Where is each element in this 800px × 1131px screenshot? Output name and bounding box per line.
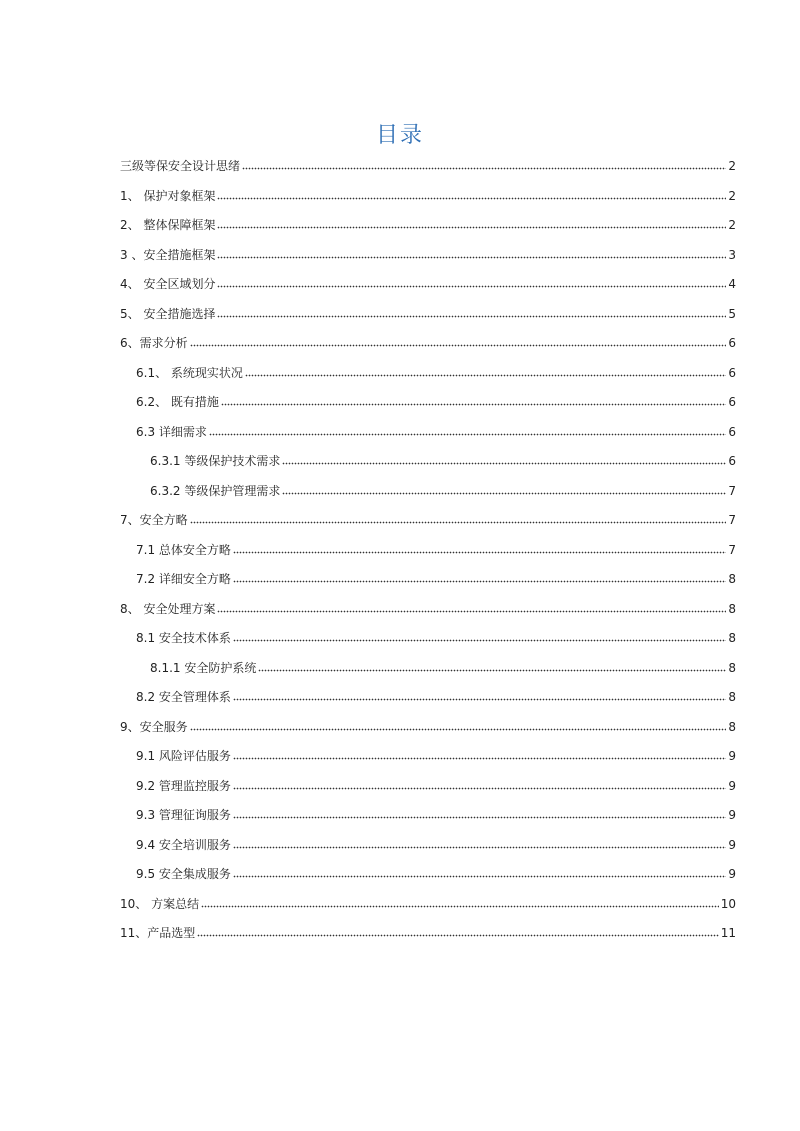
toc-entry-label: 6.1、 系统现实状况 — [136, 366, 243, 380]
dot-leader — [233, 816, 726, 819]
toc-entry[interactable] — [120, 717, 736, 735]
toc-entry-page-number: 6 — [728, 336, 736, 350]
toc-entry[interactable] — [136, 687, 736, 705]
toc-entry-page-number: 9 — [728, 838, 736, 852]
toc-entry-page-number: 8 — [728, 690, 736, 704]
toc-entry-page-number: 7 — [728, 543, 736, 557]
dot-leader — [190, 521, 727, 524]
toc-entry[interactable] — [136, 363, 736, 381]
dot-leader — [217, 197, 726, 200]
toc-entry-label: 三级等保安全设计思绪 — [120, 159, 241, 173]
toc-entry-page-number: 8 — [728, 720, 736, 734]
toc-entry-label: 4、 安全区域划分 — [120, 277, 216, 291]
toc-entry[interactable] — [150, 481, 736, 499]
dot-leader — [217, 285, 726, 288]
dot-leader — [217, 610, 726, 613]
toc-entry-label: 9.3 管理征询服务 — [136, 808, 231, 822]
toc-entry[interactable] — [150, 451, 736, 469]
toc-entry-label: 9.2 管理监控服务 — [136, 779, 231, 793]
toc-entry[interactable] — [136, 422, 736, 440]
toc-entry-page-number: 5 — [728, 307, 736, 321]
toc-entry-page-number: 7 — [728, 513, 736, 527]
toc-entry-page-number: 6 — [728, 425, 736, 439]
dot-leader — [233, 757, 726, 760]
toc-entry[interactable] — [136, 776, 736, 794]
toc-title: 目录 — [375, 123, 424, 148]
toc-entry-label: 9.5 安全集成服务 — [136, 867, 231, 881]
dot-leader — [209, 433, 726, 436]
toc-entry-page-number: 2 — [728, 159, 736, 173]
toc-entry[interactable] — [120, 333, 736, 351]
dot-leader — [233, 551, 726, 554]
toc-entry-label: 9.4 安全培训服务 — [136, 838, 231, 852]
toc-entry-page-number: 9 — [728, 867, 736, 881]
dot-leader — [282, 462, 726, 465]
toc-entry-label: 8、 安全处理方案 — [120, 602, 216, 616]
dot-leader — [242, 167, 726, 170]
dot-leader — [201, 905, 719, 908]
toc-entry-page-number: 9 — [728, 808, 736, 822]
toc-entry-page-number: 3 — [728, 248, 736, 262]
toc-entry[interactable] — [136, 835, 736, 853]
toc-entry-page-number: 8 — [728, 572, 736, 586]
toc-entry-label: 6.3.1 等级保护技术需求 — [150, 454, 281, 468]
toc-entry[interactable] — [136, 392, 736, 410]
toc-entry[interactable] — [136, 864, 736, 882]
toc-entry-page-number: 9 — [728, 749, 736, 763]
dot-leader — [233, 846, 726, 849]
toc-entry[interactable] — [120, 215, 736, 233]
dot-leader — [282, 492, 726, 495]
toc-entry-label: 7.2 详细安全方略 — [136, 572, 231, 586]
toc-entry-label: 6、需求分析 — [120, 336, 188, 350]
toc-entry[interactable] — [136, 628, 736, 646]
toc-entry-label: 8.1.1 安全防护系统 — [150, 661, 257, 675]
toc-entry[interactable] — [120, 599, 736, 617]
toc-entry-label: 9.1 风险评估服务 — [136, 749, 231, 763]
toc-entry-label: 6.3.2 等级保护管理需求 — [150, 484, 281, 498]
toc-entry[interactable] — [136, 805, 736, 823]
toc-entry-label: 1、 保护对象框架 — [120, 189, 216, 203]
toc-entry[interactable] — [136, 569, 736, 587]
toc-entry-label: 8.2 安全管理体系 — [136, 690, 231, 704]
toc-entry-page-number: 2 — [728, 218, 736, 232]
dot-leader — [221, 403, 726, 406]
dot-leader — [197, 934, 718, 937]
toc-entry-label: 3 、安全措施框架 — [120, 248, 216, 262]
toc-entry-label: 7.1 总体安全方略 — [136, 543, 231, 557]
toc-entry-page-number: 6 — [728, 454, 736, 468]
toc-entry-label: 10、 方案总结 — [120, 897, 200, 911]
toc-entry-label: 11、产品选型 — [120, 926, 196, 940]
toc-entry[interactable] — [120, 894, 736, 912]
toc-entry[interactable] — [120, 923, 736, 941]
dot-leader — [190, 728, 727, 731]
toc-entry-page-number: 8 — [728, 602, 736, 616]
toc-entry-page-number: 9 — [728, 779, 736, 793]
toc-entry-page-number: 8 — [728, 631, 736, 645]
toc-entry-label: 7、安全方略 — [120, 513, 188, 527]
toc-entry-page-number: 7 — [728, 484, 736, 498]
dot-leader — [258, 669, 726, 672]
toc-entry[interactable] — [120, 186, 736, 204]
toc-entry-page-number: 10 — [720, 897, 736, 911]
toc-entry[interactable] — [120, 156, 736, 174]
toc-entry-page-number: 4 — [728, 277, 736, 291]
toc-entry-page-number: 6 — [728, 366, 736, 380]
dot-leader — [217, 315, 726, 318]
toc-entry[interactable] — [120, 274, 736, 292]
toc-entry[interactable] — [120, 304, 736, 322]
dot-leader — [245, 374, 726, 377]
dot-leader — [217, 256, 726, 259]
dot-leader — [233, 639, 726, 642]
toc-entry[interactable] — [120, 245, 736, 263]
toc-entry-page-number: 8 — [728, 661, 736, 675]
toc-entry[interactable] — [136, 746, 736, 764]
toc-entry-label: 8.1 安全技术体系 — [136, 631, 231, 645]
toc-entry-page-number: 2 — [728, 189, 736, 203]
dot-leader — [233, 875, 726, 878]
toc-entry-page-number: 11 — [720, 926, 736, 940]
toc-entry-label: 5、 安全措施选择 — [120, 307, 216, 321]
toc-entry[interactable] — [136, 540, 736, 558]
dot-leader — [233, 787, 726, 790]
toc-entry-label: 6.2、 既有措施 — [136, 395, 219, 409]
toc-entry[interactable] — [150, 658, 736, 676]
toc-entry-label: 2、 整体保障框架 — [120, 218, 216, 232]
toc-entry-label: 6.3 详细需求 — [136, 425, 207, 439]
dot-leader — [233, 580, 726, 583]
dot-leader — [190, 344, 727, 347]
dot-leader — [233, 698, 726, 701]
toc-entry-page-number: 6 — [728, 395, 736, 409]
toc-entry-label: 9、安全服务 — [120, 720, 188, 734]
dot-leader — [217, 226, 726, 229]
toc-entry[interactable] — [120, 510, 736, 528]
